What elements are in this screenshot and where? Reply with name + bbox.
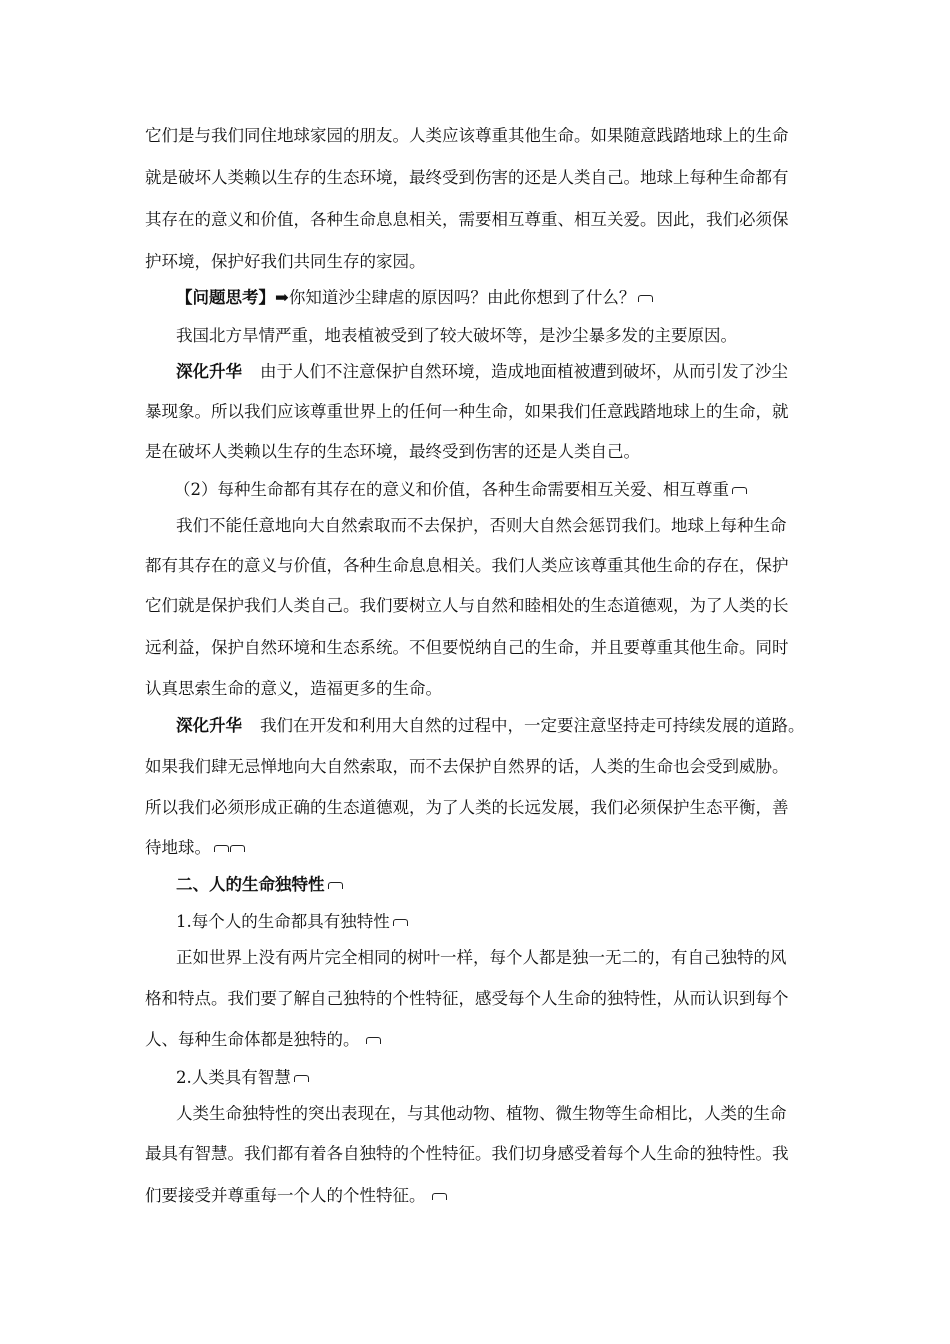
text-line [145, 1030, 381, 1050]
text-line: 就是破坏人类赖以生存的生态环境，最终受到伤害的还是人类自己。地球上每种生命都有 [145, 168, 789, 187]
subsection-heading [176, 912, 408, 932]
text-line [145, 1186, 447, 1206]
text-line: 如果我们肆无忌惮地向大自然索取，而不去保护自然界的话，人类的生命也会受到威胁。 [145, 757, 789, 776]
paragraph-mark-icon [214, 845, 229, 852]
paragraph-mark-icon [366, 1037, 381, 1044]
deepening-first-line [176, 716, 805, 736]
text-line: 人类生命独特性的突出表现在，与其他动物、植物、微生物等生命相比，人类的生命 [176, 1104, 787, 1123]
text-line-content: 待地球。 [145, 838, 211, 857]
question-think-label: 【问题思考】 [176, 288, 275, 307]
text-line [145, 838, 245, 858]
text-line: 所以我们必须形成正确的生态道德观，为了人类的长远发展，我们必须保护生态平衡，善 [145, 798, 789, 817]
text-line: 我们在开发和利用大自然的过程中，一定要注意坚持走可持续发展的道路。 [260, 716, 805, 735]
subsection-heading-text: 2.人类具有智慧 [176, 1068, 291, 1087]
subsection-heading-text: 1.每个人的生命都具有独特性 [176, 912, 390, 931]
deepening-first-line [176, 362, 788, 382]
text-line-content: 人、每种生命体都是独特的。 [145, 1030, 360, 1049]
arrow-right-icon: ➡ [275, 288, 289, 307]
text-line: 正如世界上没有两片完全相同的树叶一样，每个人都是独一无二的，有自己独特的风 [176, 948, 787, 967]
text-line: 是在破坏人类赖以生存的生态环境，最终受到伤害的还是人类自己。 [145, 442, 640, 461]
deepening-label: 深化升华 [176, 362, 242, 381]
point-heading-text: （2）每种生命都有其存在的意义和价值，各种生命需要相互关爱、相互尊重 [174, 480, 729, 499]
paragraph-mark-icon [328, 882, 343, 889]
text-line: 护环境，保护好我们共同生存的家园。 [145, 252, 426, 271]
subsection-heading [176, 1068, 309, 1088]
text-line: 认真思索生命的意义，造福更多的生命。 [145, 679, 442, 698]
paragraph-mark-icon [432, 1193, 447, 1200]
section-heading-text: 二、人的生命独特性 [176, 875, 325, 894]
question-think-text: 你知道沙尘肆虐的原因吗？由此你想到了什么？ [288, 288, 636, 307]
text-line-content: 们要接受并尊重每一个人的个性特征。 [145, 1186, 426, 1205]
paragraph-mark-icon [638, 295, 653, 302]
text-line: 远利益，保护自然环境和生态系统。不但要悦纳自己的生命，并且要尊重其他生命。同时 [145, 638, 789, 657]
text-line: 都有其存在的意义与价值，各种生命息息相关。我们人类应该尊重其他生命的存在，保护 [145, 556, 789, 575]
paragraph-mark-icon [294, 1075, 309, 1082]
answer-text: 我国北方旱情严重，地表植被受到了较大破坏等，是沙尘暴多发的主要原因。 [176, 326, 737, 345]
text-line: 它们就是保护我们人类自己。我们要树立人与自然和睦相处的生态道德观，为了人类的长 [145, 596, 789, 615]
text-line: 我们不能任意地向大自然索取而不去保护，否则大自然会惩罚我们。地球上每种生命 [176, 516, 787, 535]
section-heading [176, 875, 343, 895]
paragraph-mark-icon [393, 919, 408, 926]
text-line: 其存在的意义和价值，各种生命息息相关，需要相互尊重、相互关爱。因此，我们必须保 [145, 210, 789, 229]
point-heading [174, 480, 747, 500]
text-line: 由于人们不注意保护自然环境，造成地面植被遭到破坏，从而引发了沙尘 [260, 362, 788, 381]
paragraph-mark-icon [732, 487, 747, 494]
text-line: 暴现象。所以我们应该尊重世界上的任何一种生命，如果我们任意践踏地球上的生命，就 [145, 402, 789, 421]
text-line: 格和特点。我们要了解自己独特的个性特征，感受每个人生命的独特性，从而认识到每个 [145, 989, 789, 1008]
question-think [176, 288, 653, 308]
text-line: 最具有智慧。我们都有着各自独特的个性特征。我们切身感受着每个人生命的独特性。我 [145, 1144, 789, 1163]
paragraph-mark-icon [230, 845, 245, 852]
deepening-label: 深化升华 [176, 716, 242, 735]
text-line: 它们是与我们同住地球家园的朋友。人类应该尊重其他生命。如果随意践踏地球上的生命 [145, 126, 789, 145]
